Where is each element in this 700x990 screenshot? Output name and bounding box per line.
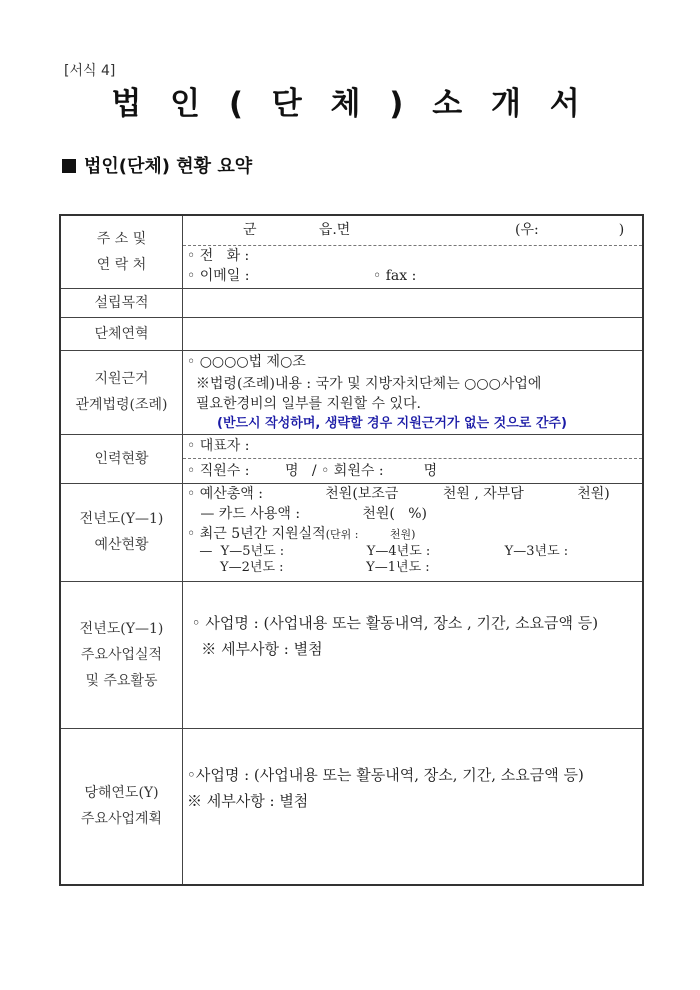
support-years-row2[interactable]: Y—2년도 : Y—1년도 :	[187, 559, 430, 575]
summary-table	[59, 214, 644, 886]
form-number: [서식 4]	[64, 63, 116, 79]
row-prev-activities	[60, 581, 643, 728]
section-title	[62, 152, 252, 178]
legal-basis-note: (반드시 작성하며, 생략할 경우 지원근거가 없는 것으로 간주)	[217, 415, 567, 431]
label-prev-line1: 전년도(Y—1)	[79, 620, 164, 637]
label-legal-line1: 지원근거	[94, 371, 149, 387]
label-budget-line1: 전년도(Y—1)	[79, 511, 164, 527]
plan-project-field[interactable]: ◦사업명 : (사업내용 또는 활동내역, 장소, 기간, 소요금액 등)	[187, 765, 584, 784]
row-current-plan	[60, 728, 643, 885]
support-title-row	[187, 524, 642, 544]
law-content-line2: 필요한경비의 일부를 지원할 수 있다.	[187, 395, 422, 412]
row-legal-basis	[60, 350, 643, 434]
label-staff: 인력현황	[60, 434, 183, 483]
label-legal-line2: 관계법령(조례)	[75, 397, 168, 413]
prev-project-field[interactable]: ◦ 사업명 : (사업내용 또는 활동내역, 장소 , 기간, 소요금액 등)	[187, 613, 599, 632]
label-plan-line1: 당해연도(Y)	[84, 785, 159, 802]
section-title-text: 법인(단체) 현황 요약	[84, 156, 253, 177]
staff-counts-field[interactable]: ◦ 직원수 : 명 / ◦ 회원수 : 명	[187, 462, 438, 479]
row-purpose	[60, 288, 643, 317]
card-usage-field[interactable]: — 카드 사용액 : 천원( %)	[187, 505, 427, 522]
row-budget	[60, 483, 643, 581]
black-square-icon	[62, 159, 76, 173]
label-purpose: 설립목적	[60, 288, 183, 317]
support-unit: (단위 : 천원)	[325, 527, 416, 541]
support-years-row1[interactable]: — Y—5년도 : Y—4년도 : Y—3년도 :	[187, 543, 569, 559]
history-field[interactable]	[183, 317, 644, 350]
label-prev-line3: 및 주요활동	[85, 672, 158, 689]
label-prev-activities	[60, 581, 183, 728]
row-staff	[60, 434, 643, 483]
email-fax-row	[183, 266, 642, 286]
label-prev-line2: 주요사업실적	[80, 646, 163, 663]
label-plan-line2: 주요사업계획	[80, 811, 163, 828]
representative-field[interactable]: ◦ 대표자 :	[187, 437, 250, 454]
support-title: ◦ 최근 5년간 지원실적	[187, 525, 326, 542]
fax-field[interactable]: ◦ fax :	[373, 268, 417, 284]
label-budget-line2: 예산현황	[94, 537, 149, 553]
purpose-field[interactable]	[183, 288, 644, 317]
label-contact-line2: 연 락 처	[96, 256, 147, 273]
label-legal-basis	[60, 350, 183, 434]
page-title: 법 인 ( 단 체 ) 소 개 서	[111, 86, 589, 122]
label-contact-line1: 주 소 및	[96, 230, 147, 247]
label-budget	[60, 483, 183, 581]
prev-details-field[interactable]: ※ 세부사항 : 별첨	[187, 639, 323, 658]
law-content-line1: ※법령(조례)내용 : 국가 및 지방자치단체는 ○○○사업에	[187, 375, 542, 392]
label-contact	[60, 215, 183, 288]
email-field[interactable]: ◦ 이메일 :	[187, 268, 250, 284]
row-history	[60, 317, 643, 350]
address-field[interactable]: 군 읍.면 (우: )	[243, 222, 625, 238]
label-current-plan	[60, 728, 183, 885]
row-contact	[60, 215, 643, 288]
label-history: 단체연혁	[60, 317, 183, 350]
plan-details-field[interactable]: ※ 세부사항 : 별첨	[187, 791, 309, 810]
phone-field[interactable]: ◦ 전 화 :	[187, 248, 250, 264]
budget-total-field[interactable]: ◦ 예산총액 : 천원(보조금 천원 , 자부담 천원)	[187, 485, 610, 502]
law-field[interactable]: ◦ ○○○○법 제○조	[187, 353, 306, 370]
